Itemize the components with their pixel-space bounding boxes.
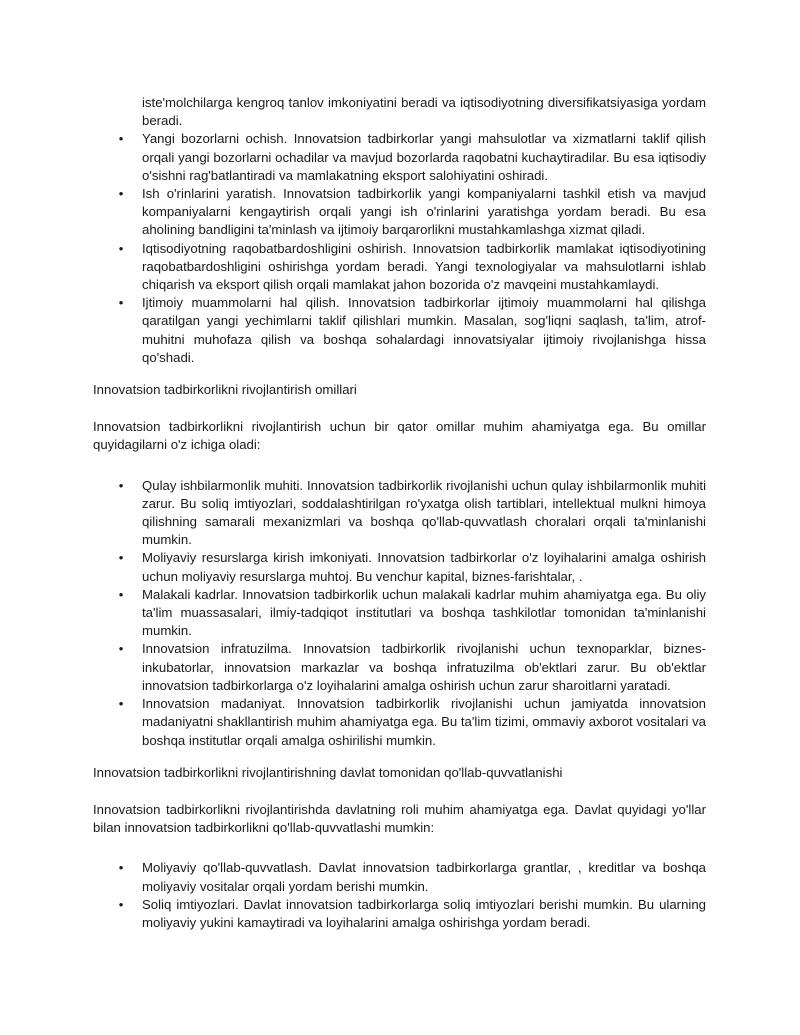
- bullet-icon: •: [118, 550, 124, 566]
- factors-list: [93, 477, 706, 750]
- list-item-text: Soliq imtiyozlari. Davlat innovatsion tadbirkorlarga soliq imtiyozlari berishi mumkin. Bu ularning moliyaviy yukini kamaytiradi va loyihalarini amalga oshirishga yordam beradi.: [142, 896, 706, 930]
- state-support-list: [93, 859, 706, 932]
- list-item-text: Ijtimoiy muammolarni hal qilish. Innovatsion tadbirkorlar ijtimoiy muammolarni hal qilishga qaratilgan yangi yechimlarni taklif qilishlari mumkin. Masalan, sog'liqni saqlash, ta'lim, atrof-muhitni muhofaza qilish va boshqa sohalardagi innovatsiyalar ijtimoiy rivojlanishga hissa qo'shadi.: [142, 295, 706, 365]
- bullet-icon: •: [118, 186, 124, 202]
- paragraph: Innovatsion tadbirkorlikni rivojlantirish uchun bir qator omillar muhim ahamiyatga ega. Bu omillar quyidagilarni o'z ichiga oladi:: [93, 419, 706, 453]
- list-item: [93, 549, 706, 585]
- list-item-text: Qulay ishbilarmonlik muhiti. Innovatsion tadbirkorlik rivojlanishi uchun qulay ishbilarmonlik muhiti zarur. Bu soliq imtiyozlari, soddalashtirilgan ro'yxatga olish tartiblari, intellektual mulkni himoya qilishning samarali mexanizmlari va boshqa qo'llab-quvvatlash choralari orqali ta'minlanishi mumkin.: [142, 477, 706, 548]
- benefits-list: [93, 130, 706, 367]
- list-item-text: Iqtisodiyotning raqobatbardoshligini oshirish. Innovatsion tadbirkorlik mamlakat iqtisodiyotining raqobatbardoshligini oshirishga yordam beradi. Yangi texnologiyalar va mahsulotlarni ishlab chiqarish va eksport qilish orqali mamlakat jahon bozorida o'z mavqeini mustahkamlaydi.: [142, 240, 706, 293]
- document-page: [93, 94, 706, 932]
- list-item: [93, 240, 706, 295]
- bullet-icon: •: [118, 860, 124, 876]
- list-item: [93, 130, 706, 185]
- intro-continuation: iste'molchilarga kengroq tanlov imkoniyatini beradi va iqtisodiyotning diversifikatsiyasiga yordam beradi.: [142, 95, 706, 129]
- list-item: [93, 896, 706, 932]
- bullet-icon: •: [118, 641, 124, 657]
- list-item-text: Malakali kadrlar. Innovatsion tadbirkorlik uchun malakali kadrlar muhim ahamiyatga ega. Bu oliy ta'lim muassasalari, ilmiy-tadqiqot institutlari va boshqa tashkilotlar tomonidan ta'minlanishi mumkin.: [142, 586, 706, 639]
- bullet-icon: •: [118, 586, 124, 602]
- list-item-text: Innovatsion madaniyat. Innovatsion tadbirkorlik rivojlanishi uchun jamiyatda innovatsion madaniyatni shakllantirish muhim ahamiyatga ega. Bu ta'lim tizimi, ommaviy axborot vositalari va boshqa institutlar orqali amalga oshirilishi mumkin.: [142, 696, 706, 748]
- bullet-icon: •: [118, 131, 124, 147]
- bullet-icon: •: [118, 240, 124, 256]
- list-item-text: Innovatsion infratuzilma. Innovatsion tadbirkorlik rivojlanishi uchun texnoparklar, biznes-inkubatorlar, innovatsion markazlar va boshqa infratuzilma ob'ektlari zarur. Bu ob'ektlar innovatsion tadbirkorlarga o'z loyihalarini amalga oshirish uchun zarur sharoitlarni yaratadi.: [142, 641, 706, 693]
- list-item-text: Yangi bozorlarni ochish. Innovatsion tadbirkorlar yangi mahsulotlar va xizmatlarni taklif qilish orqali yangi bozorlarni ochadilar va mavjud bozorlarda raqobatni kuchaytiradilar. Bu esa iqtisodiy o'sishni rag'batlantiradi va mamlakatning eksport salohiyatini oshiradi.: [142, 131, 706, 183]
- list-item-text: Ish o'rinlarini yaratish. Innovatsion tadbirkorlik yangi kompaniyalarni tashkil etish va mavjud kompaniyalarni kengaytirish orqali yangi ish o'rinlarini yaratishga yordam beradi. Bu esa aholining bandligini ta'minlash va ijtimoiy barqarorlikni mustahkamlashga xizmat qiladi.: [142, 186, 706, 238]
- bullet-icon: •: [118, 896, 124, 912]
- section-heading: Innovatsion tadbirkorlikni rivojlantirishning davlat tomonidan qo'llab-quvvatlanishi: [93, 764, 563, 780]
- list-item-text: Moliyaviy qo'llab-quvvatlash. Davlat innovatsion tadbirkorlarga grantlar, , kreditlar va boshqa moliyaviy vositalar orqali yordam berishi mumkin.: [142, 860, 706, 894]
- section-heading: Innovatsion tadbirkorlikni rivojlantirish omillari: [93, 382, 357, 398]
- bullet-icon: •: [118, 477, 124, 493]
- list-item: [93, 640, 706, 695]
- list-item-text: Moliyaviy resurslarga kirish imkoniyati. Innovatsion tadbirkorlar o'z loyihalarini amalga oshirish uchun moliyaviy resurslarga muhtoj. Bu venchur kapital, biznes-farishtalar, .: [142, 550, 706, 584]
- list-item: [93, 185, 706, 240]
- bullet-icon: •: [118, 696, 124, 712]
- bullet-icon: •: [118, 295, 124, 311]
- list-item: [93, 859, 706, 895]
- list-item: [93, 294, 706, 367]
- list-item: [93, 477, 706, 550]
- list-item: [93, 586, 706, 641]
- list-item: [93, 695, 706, 750]
- paragraph: Innovatsion tadbirkorlikni rivojlantirishda davlatning roli muhim ahamiyatga ega. Davlat quyidagi yo'llar bilan innovatsion tadbirkorlikni qo'llab-quvvatlashi mumkin:: [93, 801, 706, 836]
